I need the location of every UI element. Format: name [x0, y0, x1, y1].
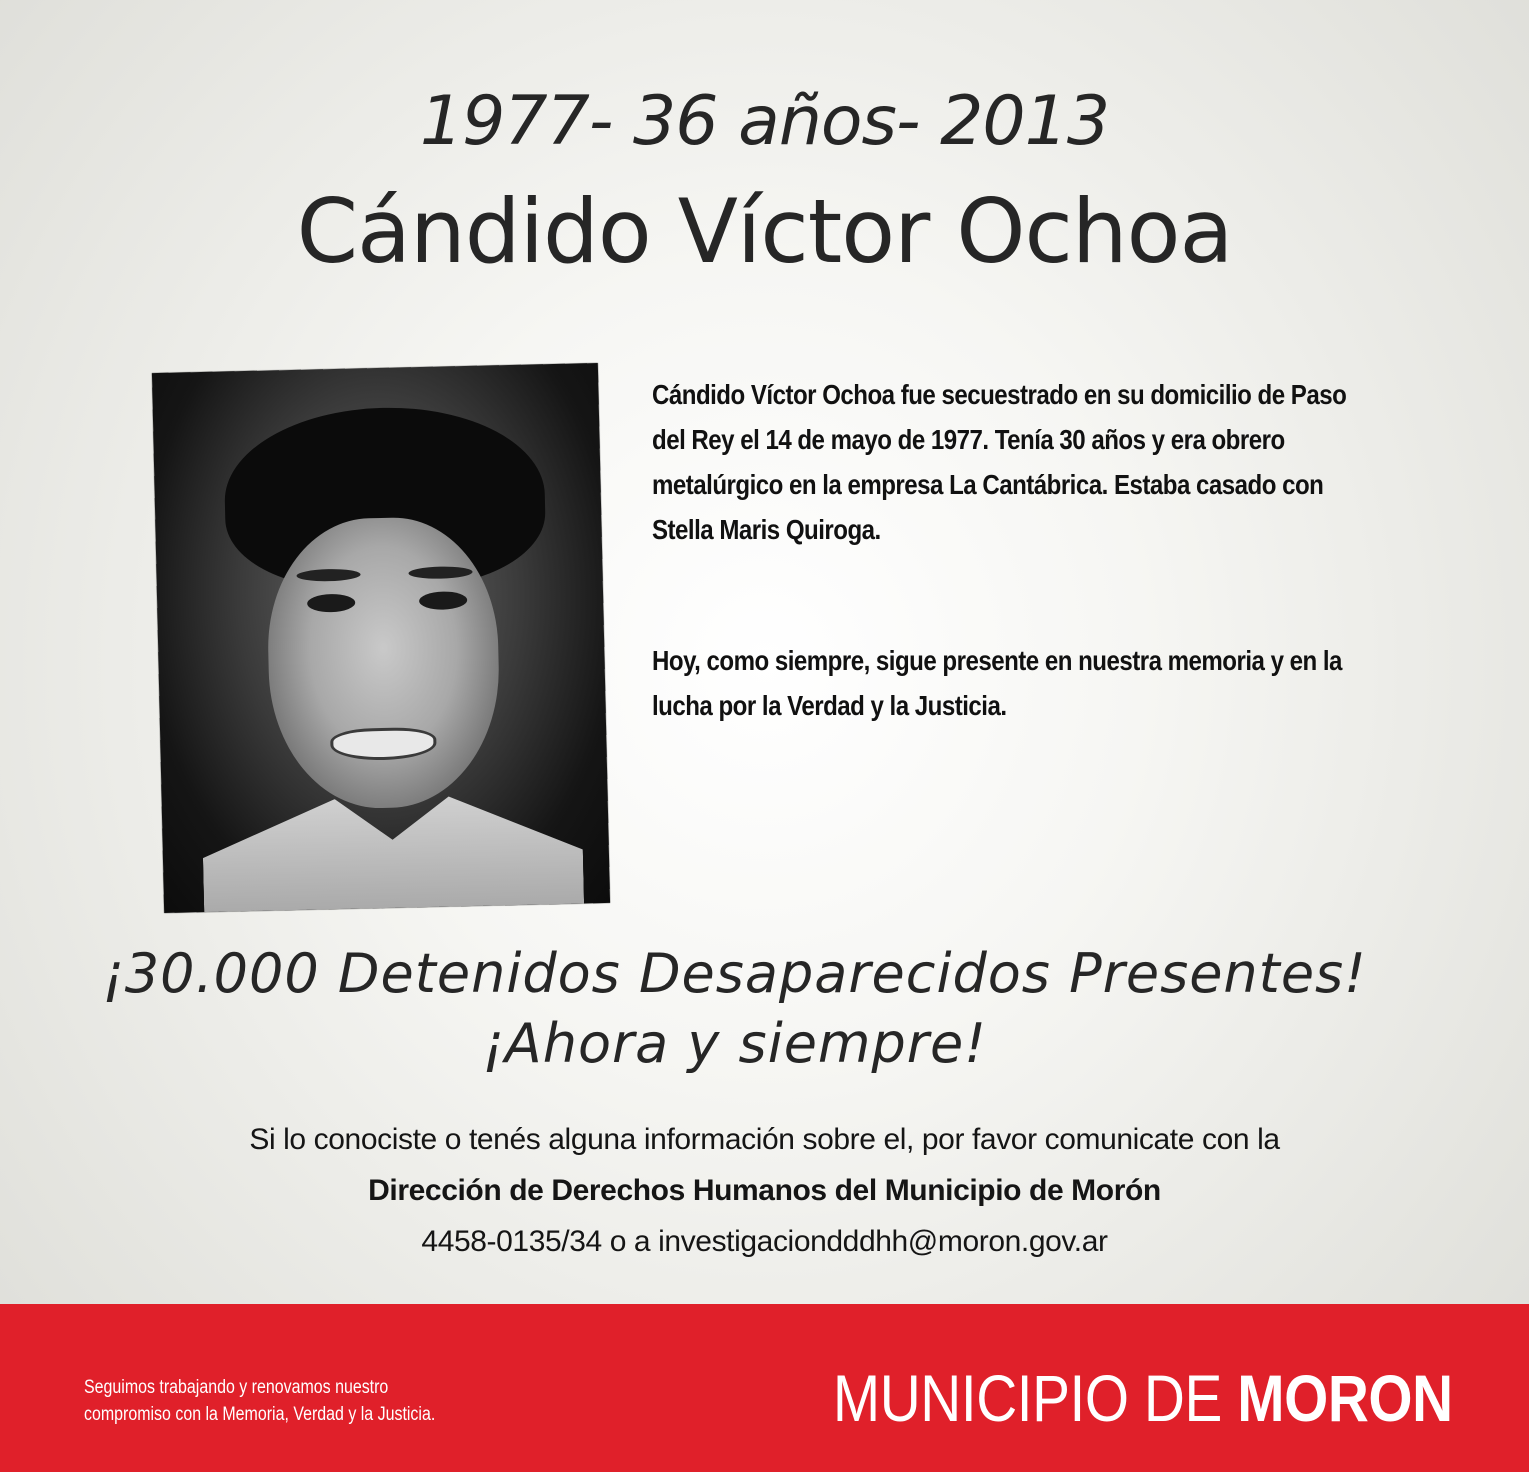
bio-paragraph-2: Hoy, como siempre, sigue presente en nuestra memoria y en la lucha por la Verdad y la Justicia. — [652, 645, 1342, 721]
person-name-title: Cándido Víctor Ochoa — [296, 180, 1233, 283]
footer-banner — [0, 1304, 1529, 1472]
brand-name: MORON — [1237, 1361, 1453, 1435]
contact-intro: Si lo conociste o tenés alguna información sobre el, por favor comunicate con la — [249, 1123, 1280, 1156]
footer-motto — [84, 1374, 487, 1428]
bio-paragraph-1: Cándido Víctor Ochoa fue secuestrado en su domicilio de Paso del Rey el 14 de mayo de 1977. Tenía 30 años y era obrero metalúrgico en la empresa La Cantábrica. Estaba casado con Stella Maris Quiroga. — [652, 379, 1347, 545]
slogan-line-1: ¡30.000 Detenidos Desaparecidos Presentes! — [102, 942, 1367, 1005]
contact-details: 4458-0135/34 o a investigaciondddhh@moron.gov.ar — [421, 1225, 1108, 1258]
slogan-line-2: ¡Ahora y siempre! — [482, 1012, 987, 1075]
photo-face — [265, 515, 502, 810]
portrait-photo — [152, 363, 610, 913]
footer-motto-line-2: compromiso con la Memoria, Verdad y la Justicia. — [84, 1404, 436, 1425]
photo-shirt — [202, 793, 585, 913]
biography — [652, 372, 1357, 728]
municipality-logo — [833, 1360, 1453, 1436]
contact-office: Dirección de Derechos Humanos del Municipio de Morón — [368, 1174, 1161, 1207]
brand-prefix: MUNICIPIO DE — [833, 1361, 1238, 1435]
footer-motto-line-1: Seguimos trabajando y renovamos nuestro — [84, 1377, 389, 1398]
years-heading: 1977- 36 años- 2013 — [419, 82, 1110, 161]
